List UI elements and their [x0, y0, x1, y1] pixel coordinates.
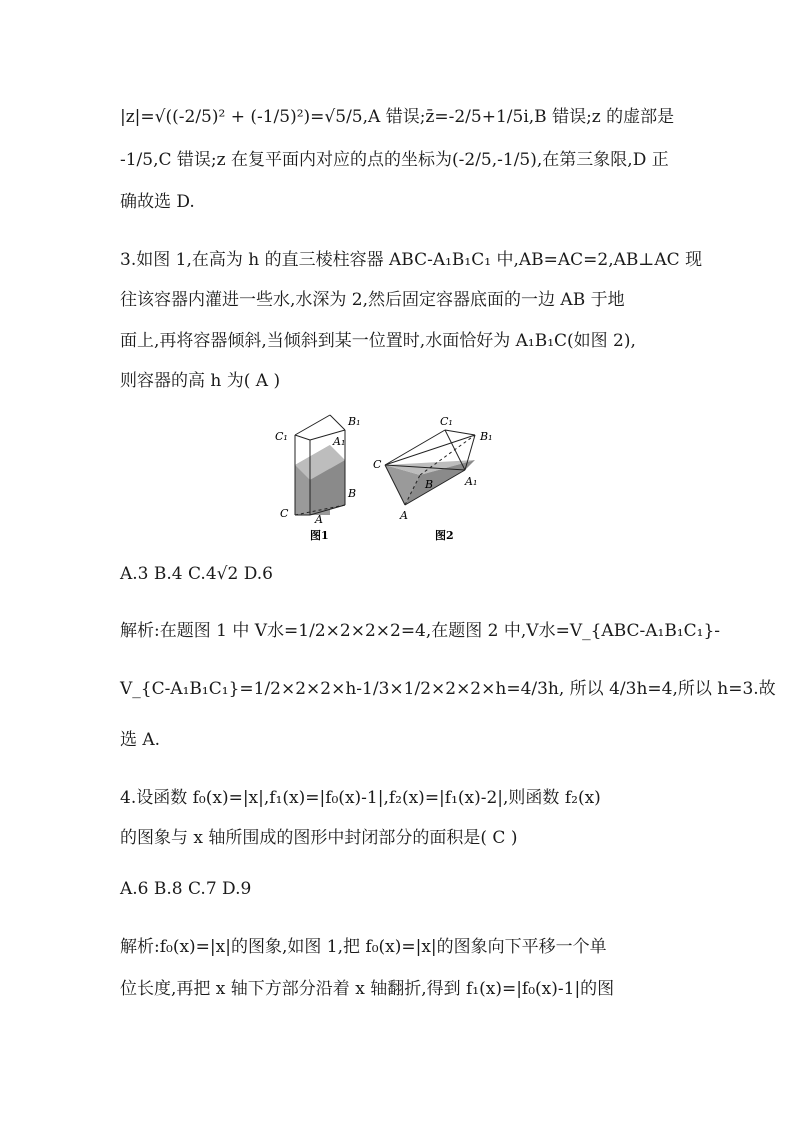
q3-options: A.3 B.4 C.4√2 D.6 [120, 564, 273, 584]
fig2-label-C: C [373, 458, 382, 471]
q3-solution-3: 选 A. [120, 730, 161, 750]
fig1-label-B: B [348, 487, 357, 500]
q3-line-2: 往该容器内灌进一些水,水深为 2,然后固定容器底面的一边 AB 于地 [120, 290, 625, 310]
fig1-label-B1: B₁ [348, 415, 361, 428]
fig1-label-A: A [315, 513, 323, 526]
q3-line-3: 面上,再将容器倾斜,当倾斜到某一位置时,水面恰好为 A₁B₁C(如图 2), [120, 331, 636, 351]
q3-line-4: 则容器的高 h 为( A ) [120, 371, 281, 391]
p2-line-1: |z|=√((-2/5)² + (-1/5)²)=√5/5,A 错误;z̄=-2/5+1/5i,B 错误;z 的虚部是 [120, 107, 675, 127]
fig1-label-A1: A₁ [333, 435, 346, 448]
fig1-caption: 图1 [310, 529, 329, 542]
q4-line-1: 4.设函数 f₀(x)=|x|,f₁(x)=|f₀(x)-1|,f₂(x)=|f₁(x)-2|,则函数 f₂(x) [120, 788, 601, 808]
fig2-label-B1: B₁ [480, 430, 493, 443]
fig1-label-C1: C₁ [275, 430, 288, 443]
p2-line-2: -1/5,C 错误;z 在复平面内对应的点的坐标为(-2/5,-1/5),在第三象限,D 正 [120, 150, 669, 170]
q3-solution-1: 解析:在题图 1 中 V水=1/2×2×2×2=4,在题图 2 中,V水=V_{ABC-A₁B₁C₁}- [120, 621, 721, 641]
q4-line-2: 的图象与 x 轴所围成的图形中封闭部分的面积是( C ) [120, 828, 518, 848]
q3-figures [270, 405, 530, 545]
figure-2 [385, 430, 478, 505]
fig2-label-B: B [425, 478, 434, 491]
q3-solution-2: V_{C-A₁B₁C₁}=1/2×2×2×h-1/3×1/2×2×2×h=4/3h, 所以 4/3h=4,所以 h=3.故 [120, 679, 776, 699]
q4-solution-1: 解析:f₀(x)=|x|的图象,如图 1,把 f₀(x)=|x|的图象向下平移一个单 [120, 937, 607, 957]
figure-1 [295, 415, 345, 515]
q4-solution-2: 位长度,再把 x 轴下方部分沿着 x 轴翻折,得到 f₁(x)=|f₀(x)-1|的图 [120, 979, 615, 999]
q4-options: A.6 B.8 C.7 D.9 [120, 879, 252, 899]
fig2-label-C1: C₁ [440, 415, 453, 428]
fig2-label-A1: A₁ [465, 475, 478, 488]
fig1-label-C: C [280, 507, 289, 520]
fig2-label-A: A [400, 509, 408, 522]
q3-line-1: 3.如图 1,在高为 h 的直三棱柱容器 ABC-A₁B₁C₁ 中,AB=AC=2,AB⊥AC 现 [120, 250, 703, 270]
fig2-caption: 图2 [435, 529, 454, 542]
p2-line-3: 确故选 D. [120, 192, 195, 212]
